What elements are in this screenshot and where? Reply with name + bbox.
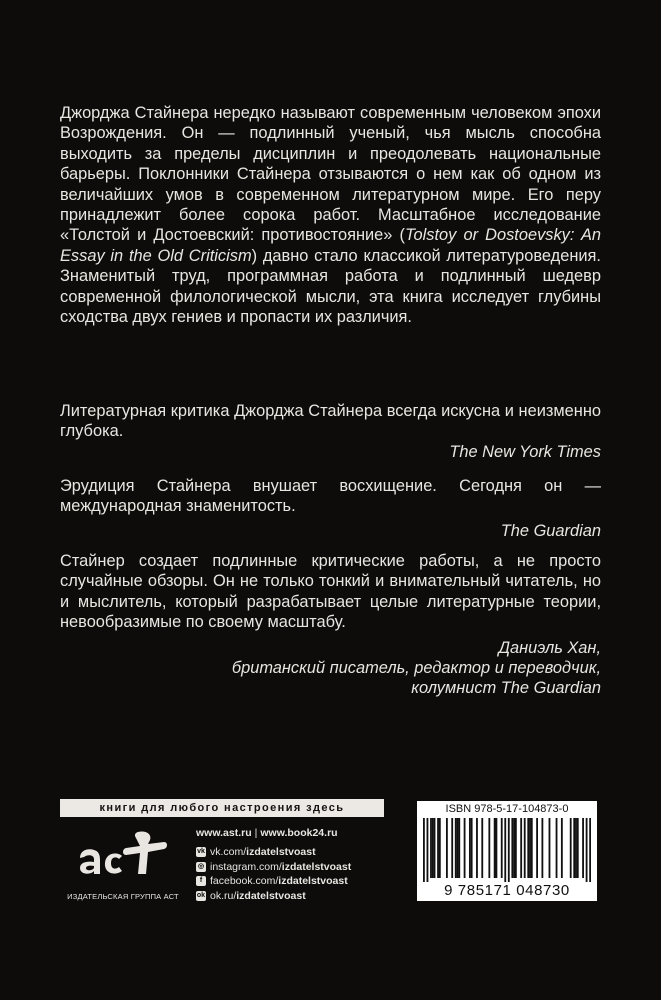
odnoklassniki-icon: ok (196, 891, 206, 899)
quote-source: The New York Times (449, 442, 601, 461)
barcode-bar (496, 818, 498, 878)
barcode-bar (504, 818, 506, 882)
barcode-bar (511, 818, 513, 878)
separator: | (254, 827, 258, 839)
social-link-ok[interactable] (196, 889, 406, 904)
barcode-bar (488, 818, 490, 878)
barcode-bar (471, 818, 473, 878)
social-link-vk[interactable] (196, 845, 406, 860)
barcode (423, 818, 591, 882)
review-quote (60, 476, 601, 541)
ast-logo (76, 828, 172, 884)
barcode-bar (434, 818, 436, 878)
barcode-bar (432, 818, 434, 878)
isbn-label: ISBN 978-5-17-104873-0 (445, 803, 569, 815)
social-link-instagram[interactable] (196, 860, 406, 875)
social-prefix: instagram.com/ (210, 860, 282, 873)
barcode-bar (541, 818, 543, 878)
barcode-bar (481, 818, 483, 878)
quote-source-column: колумнист The Guardian (411, 679, 601, 698)
barcode-bar (515, 818, 517, 878)
website-link[interactable]: www.book24.ru (260, 827, 338, 839)
website-link[interactable]: www.ast.ru (196, 827, 252, 839)
barcode-bar (501, 818, 503, 878)
description-paragraph (60, 103, 601, 327)
barcode-bar (529, 818, 531, 878)
barcode-bar (575, 818, 577, 878)
barcode-bar (476, 818, 478, 878)
barcode-bar (513, 818, 515, 878)
barcode-bar (437, 818, 439, 878)
barcode-bar (469, 818, 471, 878)
barcode-bar (446, 818, 448, 878)
barcode-bar (589, 818, 591, 882)
barcode-bar (439, 818, 441, 878)
barcode-bar (457, 818, 459, 878)
vk-icon: vk (197, 848, 205, 856)
social-link-facebook[interactable] (196, 874, 406, 889)
quote-text: Эрудиция Стайнера внушает восхищение. Сегодня он — международная знаменитость. (60, 477, 601, 516)
barcode-bar (561, 818, 563, 878)
barcode-bar (573, 818, 575, 878)
barcode-bar (527, 818, 529, 878)
description-text-end: ) давно стало классикой литературоведения. Знаменитый труд, программная работа и подлинный шедевр современной филологической мысли, эта книга исследует глубины сходства двух гениев и пропасти их различия. (60, 246, 601, 327)
social-handle: izdatelstvoast (236, 889, 306, 902)
barcode-bar (586, 818, 588, 882)
barcode-bar (458, 818, 460, 878)
instagram-icon: ◎ (197, 862, 205, 870)
barcode-bar (494, 818, 496, 878)
barcode-bar (423, 818, 425, 882)
book-description (60, 103, 601, 327)
publisher-websites (196, 826, 406, 840)
facebook-icon: f (196, 876, 206, 886)
barcode-bar (549, 818, 551, 878)
barcode-bar (455, 818, 457, 878)
barcode-bar (582, 818, 584, 878)
quote-source-role: британский писатель, редактор и переводчик, (231, 659, 601, 678)
quote-text: Литературная критика Джорджа Стайнера всегда искусна и неизменно глубока. (60, 402, 601, 441)
isbn-barcode-box (417, 801, 597, 901)
description-text: Джорджа Стайнера нередко называют современным человеком эпохи Возрождения. Он — подлинный ученый, чья мысль способна выходить за пределы дисциплин и преодолевать национальные барьеры. Поклонники Стайнера отзываются о нем как об одном из величайших умов в современном литературном мире. Его перу принадлежит более сорока работ. Масштабное исследование «Толстой и Достоевский: противостояние» ( (60, 104, 601, 245)
barcode-bar (524, 818, 526, 878)
barcode-digits: 9 785171 048730 (444, 882, 570, 899)
social-handle: izdatelstvoast (281, 860, 352, 873)
barcode-bar (508, 818, 510, 882)
barcode-bar (536, 818, 538, 878)
barcode-bar (427, 818, 429, 882)
english-title: Tolstoy or Dostoevsky: An Essay in the Old Criticism (60, 226, 601, 265)
social-handle: izdatelstvoast (278, 875, 348, 887)
social-handle: izdatelstvoast (246, 846, 316, 858)
publisher-slogan: книги для любого настроения здесь (60, 799, 384, 817)
barcode-bar (556, 818, 558, 878)
quote-text: Стайнер создает подлинные критические работы, а не просто случайные обзоры. Он не только тонкий и внимательный читатель, но и мыслитель, который разрабатывает целые литературные теории, невообразимые по своему масштабу. (60, 552, 601, 632)
social-prefix: vk.com/ (210, 846, 247, 858)
quote-source-name: Даниэль Хан, (498, 638, 601, 657)
barcode-bar (451, 818, 453, 878)
barcode-bar (577, 818, 579, 878)
quote-source: The Guardian (500, 521, 601, 540)
social-prefix: facebook.com/ (210, 875, 279, 887)
social-prefix: ok.ru/ (210, 889, 237, 902)
publisher-group-name: ИЗДАТЕЛЬСКАЯ ГРУППА АСТ (67, 892, 179, 901)
review-quote (60, 551, 601, 699)
review-quote (60, 401, 601, 462)
barcode-bar (570, 818, 572, 878)
barcode-bar (520, 818, 522, 878)
barcode-bar (464, 818, 466, 878)
barcode-bar (531, 818, 533, 878)
social-links (196, 845, 406, 903)
barcode-bar (430, 818, 432, 878)
